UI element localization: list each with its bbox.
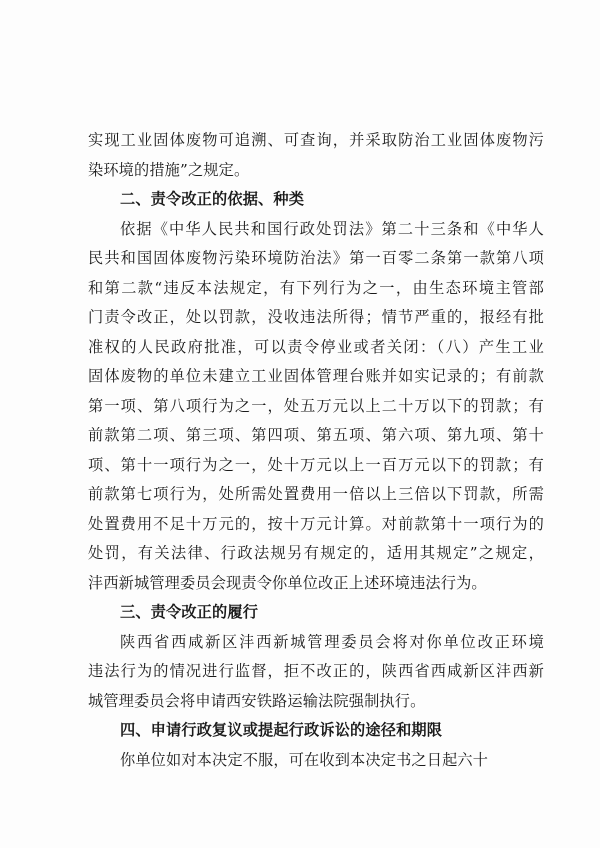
body-text-line: 依据《中华人民共和国行政处罚法》第二十三条和《中华人	[120, 220, 544, 238]
body-text-line: 城管理委员会将申请西安铁路运输法院强制执行。	[88, 692, 426, 710]
body-text-line: 违法行为的情况进行监督，拒不改正的，陕西省西咸新区沣西新	[88, 662, 544, 680]
body-text-line: 前款第二项、第三项、第四项、第五项、第六项、第九项、第十	[88, 426, 544, 444]
body-text-line: 染环境的措施”之规定。	[88, 161, 250, 179]
body-text-line: 处罚，有关法律、行政法规另有规定的，适用其规定”之规定，	[88, 544, 544, 562]
body-text-line: 固体废物的单位未建立工业固体管理台账并如实记录的；有前款	[88, 367, 544, 385]
body-text-line: 陕西省西咸新区沣西新城管理委员会将对你单位改正环境	[120, 633, 544, 651]
body-text-line: 门责令改正，处以罚款，没收违法所得；情节严重的，报经有批	[88, 308, 544, 326]
section-heading: 四、申请行政复议或提起行政诉讼的途径和期限	[120, 721, 443, 739]
section-heading: 二、责令改正的依据、种类	[120, 190, 305, 208]
body-text-line: 和第二款“违反本法规定，有下列行为之一，由生态环境主管部	[88, 279, 544, 297]
body-text-line: 前款第七项行为，处所需处置费用一倍以上三倍以下罚款，所需	[88, 485, 544, 503]
body-text-line: 沣西新城管理委员会现责令你单位改正上述环境违法行为。	[88, 574, 487, 592]
body-text-line: 准权的人民政府批准，可以责令停业或者关闭：（八）产生工业	[88, 338, 544, 356]
body-text-line: 第一项、第八项行为之一，处五万元以上二十万以下的罚款；有	[88, 397, 544, 415]
body-text-line: 实现工业固体废物可追溯、可查询，并采取防治工业固体废物污	[88, 131, 544, 149]
body-text-line: 项、第十一项行为之一，处十万元以上一百万元以下的罚款；有	[88, 456, 544, 474]
body-text-line: 处置费用不足十万元的，按十万元计算。对前款第十一项行为的	[88, 515, 544, 533]
section-heading: 三、责令改正的履行	[120, 603, 259, 621]
body-text-line: 你单位如对本决定不服，可在收到本决定书之日起六十	[120, 751, 489, 769]
body-text-line: 民共和国固体废物污染环境防治法》第一百零二条第一款第八项	[88, 249, 544, 267]
